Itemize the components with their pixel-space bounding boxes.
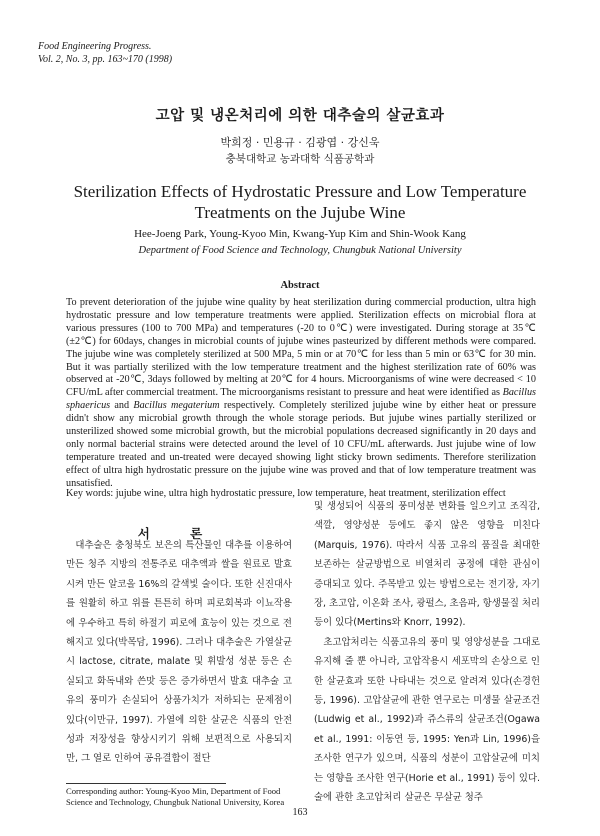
keywords: Key words: jujube wine, ultra high hydrostatic pressure, low temperature, heat treatment, sterilization effect <box>66 488 506 499</box>
english-title-line-1: Sterilization Effects of Hydrostatic Pressure and Low Temperature <box>73 182 527 201</box>
journal-name: Food Engineering Progress. <box>38 41 152 52</box>
intro-paragraph-1: 대추술은 충청북도 보은의 특산물인 대추를 이용하여 만든 청주 지방의 전통주로 대추액과 쌀을 원료로 발효시켜 만든 알코올 16%의 갈색빛 술이다. 또한 신진대사를 원활히 하고 위를 튼튼히 하며 피로회복과 이뇨작용에 우수하고 특히 하절기 피로에 효능이 있는 것으로 전해지고 있다(박목담, 1996). 그러나 대추술은 가열살균시 lactose, citrate, malate 및 휘발성 성분 등은 손실되고 화독내와 쓴맛 등은 증가하면서 발효 대추술 고유의 풍미가 손실되어 상품가치가 저하되는 문제점이 있다(이만규, 1997). 가열에 의한 살균은 식품의 안전성과 저장성을 향상시키기 위해 보편적으로 사용되지만, 그 열로 인하여 공유결합이 절단 <box>66 540 292 765</box>
section-heading-introduction: 서 론 <box>137 526 221 541</box>
korean-affiliation: 충북대학교 농과대학 식품공학과 <box>225 153 375 165</box>
abstract-text-2: respectively. Completely sterilized jujube wine by either heat or pressure didn't show any microbial growth through the whole storage periods. But jujube wines partially sterilized or unsterilized showed some microbial growth, but the microbial populations decreased significantly in 20 days and only normal bacterial strains were detected around the level of 10 CFU/mL afterwards. Just jujube wine of low temperature treated and un-treated were decayed showing light sticky brown sediments. Therefore sterilization effect of ultra high hydrostatic pressure on the jujube wine was proved and that of low temperature treatment was unsatisfied. <box>66 400 536 489</box>
footnote-divider <box>66 783 226 784</box>
english-authors: Hee-Joeng Park, Young-Kyoo Min, Kwang-Yup Kim and Shin-Wook Kang <box>134 228 466 240</box>
abstract-heading: Abstract <box>280 280 320 291</box>
english-affiliation: Department of Food Science and Technology, Chungbuk National University <box>138 245 462 256</box>
species-bacillus-megaterium: Bacillus megaterium <box>133 400 220 412</box>
species-bacillus-sphaericus: Bacillus sphaericus <box>66 387 536 412</box>
korean-title: 고압 및 냉온처리에 의한 대추술의 살균효과 <box>155 108 445 124</box>
page-number: 163 <box>292 807 308 818</box>
abstract-body <box>66 297 536 491</box>
journal-header <box>38 40 172 66</box>
intro-paragraph-1-continued: 및 생성되어 식품의 풍미성분 변화를 일으키고 조직감, 색깔, 영양성분 등에도 좋지 않은 영향을 미친다(Marquis, 1976). 따라서 식품 고유의 품질을 최대한 보존하는 살균방법으로 비열처리 공정에 대한 관심이 증대되고 있다. 주목받고 있는 방법으로는 전기장, 자기장, 초고압, 이온화 조사, 광펄스, 초음파, 항생물질 처리 등이 있다(Mertins와 Knorr, 1992). <box>314 501 540 629</box>
abstract-text-1: To prevent deterioration of the jujube wine quality by heat sterilization during commercial production, ultra high hydrostatic pressure and low temperature treatments were applied. Sterilization effects on microbial flora at various pressures (100 to 700 MPa) and temperatures (-20 to 0℃) were investigated. During storage at 35℃ (±2℃) for 60days, changes in microbial counts of jujube wines pasteurized by different methods were compared. The jujube wine was completely sterilized at 500 MPa, 5 min or at 70℃ for less than 5 min or 63℃ for 30 min. But it was partially sterilized with the low temperature treatment and the highest sterilization rate of 60% was observed at -20℃, 3days followed by melting at 20℃ for 4 hours. Microorganisms of wine were decreased < 10 CFU/mL after commercial treatment. The microorganisms resistant to pressure and heat were identified as <box>66 297 536 399</box>
english-title <box>0 181 600 223</box>
english-title-line-2: Treatments on the Jujube Wine <box>194 203 406 222</box>
intro-paragraph-2: 초고압처리는 식품고유의 풍미 및 영양성분을 그대로 유지해 줄 뿐 아니라, 고압작용시 세포막의 손상으로 인한 살균효과 또한 나타내는 것으로 알려져 있다(손경헌 등, 1996). 고압살균에 관한 연구로는 미생물 살균조건(Ludwig et al., 1992)과 쥬스류의 살균조건(Ogawa et al., 1991: 이동연 등, 1995: Yen과 Lin, 1996)을 조사한 연구가 있으며, 식품의 성분이 고압살균에 미치는 영향을 조사한 연구(Horie et al., 1991) 등이 있다. 술에 관한 초고압처리 살균은 무살균 청주 <box>314 636 540 804</box>
journal-volume: Vol. 2, No. 3, pp. 163~170 (1998) <box>38 54 173 65</box>
left-column <box>66 536 292 769</box>
right-column <box>314 497 540 808</box>
korean-authors: 박희정 · 민용규 · 김광엽 · 강신욱 <box>220 136 380 149</box>
abstract-and: and <box>110 400 134 412</box>
corresponding-author-footnote: Corresponding author: Young-Kyoo Min, Department of Food Science and Technology, Chungbuk National University, Korea <box>66 786 285 807</box>
